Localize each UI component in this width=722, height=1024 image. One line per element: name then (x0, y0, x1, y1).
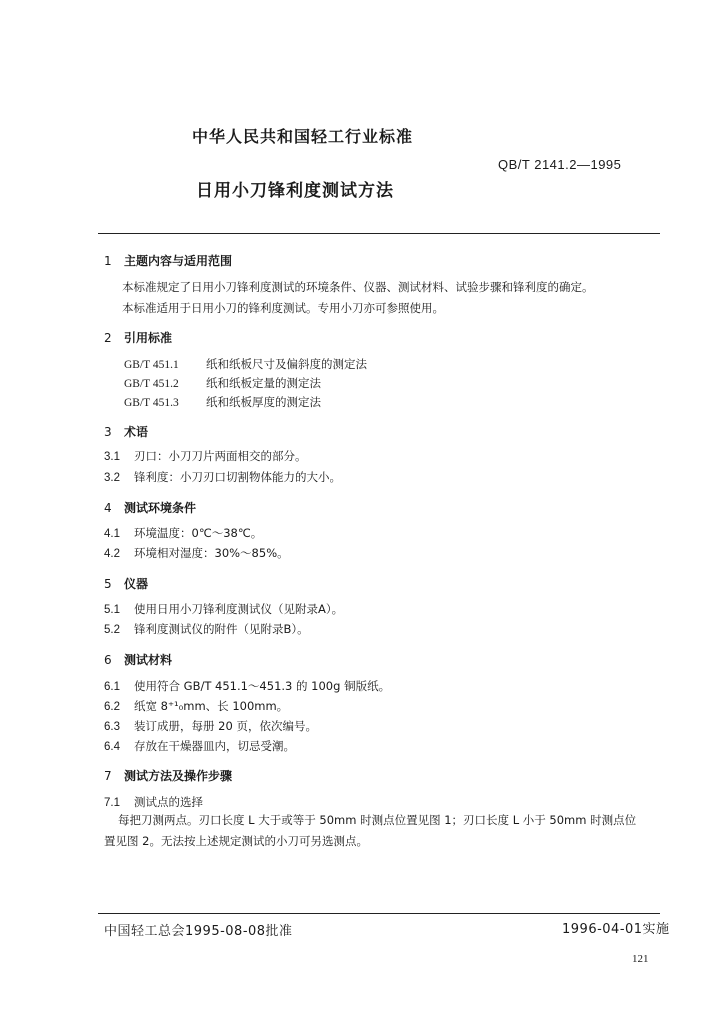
clause-5-1 (104, 601, 343, 617)
approval-date: 中国轻工总会1995-08-08批准 (104, 924, 293, 939)
clause-text: 环境相对湿度：30%～85%。 (134, 546, 289, 560)
section-7-heading (104, 767, 232, 784)
section-title: 测试材料 (124, 653, 173, 667)
clause-number: 6.1 (104, 681, 120, 693)
section-4-heading (104, 499, 196, 516)
clause-number: 3.2 (104, 472, 120, 484)
section-title: 测试方法及操作步骤 (124, 769, 233, 783)
section-title: 仪器 (124, 577, 149, 591)
reference-id: GB/T 451.2 (124, 378, 179, 390)
implementation-date: 1996-04-01实施 (562, 922, 670, 937)
clause-3-2 (104, 469, 341, 485)
header-divider (98, 233, 660, 234)
section-number: 6 (104, 653, 112, 667)
standard-code: QB/T 2141.2—1995 (498, 157, 622, 172)
clause-text: 刃口：小刀刀片两面相交的部分。 (134, 449, 307, 463)
section-title: 主题内容与适用范围 (124, 254, 233, 268)
clause-6-3 (104, 718, 317, 734)
footer-divider (98, 913, 660, 914)
section-1-paragraph-2: 本标准适用于日用小刀的锋利度测试。专用小刀亦可参照使用。 (122, 301, 444, 315)
reference-title: 纸和纸板尺寸及偏斜度的测定法 (206, 357, 367, 371)
section-number: 1 (104, 254, 112, 268)
section-title: 测试环境条件 (124, 501, 197, 515)
clause-number: 5.2 (104, 624, 120, 636)
reference-id: GB/T 451.1 (124, 359, 179, 371)
section-number: 2 (104, 331, 112, 345)
reference-item (124, 356, 367, 372)
section-5-heading (104, 575, 148, 592)
clause-text: 锋利度测试仪的附件（见附录B）。 (134, 622, 309, 636)
clause-text: 存放在干燥器皿内，切忌受潮。 (134, 739, 295, 753)
clause-title: 测试点的选择 (134, 795, 203, 809)
clause-number: 4.2 (104, 548, 120, 560)
clause-6-1 (104, 678, 390, 694)
reference-item (124, 394, 321, 410)
clause-4-2 (104, 545, 289, 561)
page-number: 121 (632, 953, 649, 965)
clause-6-4 (104, 738, 295, 754)
document-title: 日用小刀锋利度测试方法 (196, 181, 394, 201)
clause-6-2 (104, 698, 288, 714)
section-6-heading (104, 651, 172, 668)
section-1-heading (104, 252, 232, 269)
clause-text: 使用符合 GB/T 451.1～451.3 的 100g 铜版纸。 (134, 679, 391, 693)
section-1-paragraph-1: 本标准规定了日用小刀锋利度测试的环境条件、仪器、测试材料、试验步骤和锋利度的确定。 (122, 280, 594, 294)
clause-text: 装订成册，每册 20 页，依次编号。 (134, 719, 317, 733)
clause-text: 使用日用小刀锋利度测试仪（见附录A）。 (134, 602, 344, 616)
clause-7-1-text-line-1: 每把刀测两点。刃口长度 L 大于或等于 50mm 时测点位置见图 1；刃口长度 L 小于 50mm 时测点位 (118, 813, 637, 827)
clause-5-2 (104, 621, 309, 637)
section-number: 3 (104, 425, 112, 439)
reference-item (124, 375, 321, 391)
section-3-heading (104, 423, 148, 440)
section-title: 引用标准 (124, 331, 173, 345)
section-number: 7 (104, 769, 112, 783)
issuing-organization: 中华人民共和国轻工行业标准 (192, 127, 414, 146)
reference-id: GB/T 451.3 (124, 397, 179, 409)
section-2-heading (104, 329, 172, 346)
clause-number: 6.2 (104, 701, 120, 713)
clause-number: 6.3 (104, 721, 120, 733)
clause-number: 5.1 (104, 604, 120, 616)
section-number: 5 (104, 577, 112, 591)
clause-4-1 (104, 525, 262, 541)
clause-text: 锋利度：小刀刃口切割物体能力的大小。 (134, 470, 341, 484)
clause-7-1-text-line-2: 置见图 2。无法按上述规定测试的小刀可另选测点。 (104, 834, 368, 848)
clause-text: 纸宽 8⁺¹₀mm、长 100mm。 (134, 699, 289, 713)
clause-7-1-heading (104, 794, 203, 810)
reference-title: 纸和纸板厚度的测定法 (206, 395, 321, 409)
section-title: 术语 (124, 425, 149, 439)
section-number: 4 (104, 501, 112, 515)
clause-3-1 (104, 448, 307, 464)
clause-number: 6.4 (104, 741, 120, 753)
clause-text: 环境温度：0℃～38℃。 (134, 526, 263, 540)
clause-number: 4.1 (104, 528, 120, 540)
clause-number: 3.1 (104, 451, 120, 463)
reference-title: 纸和纸板定量的测定法 (206, 376, 321, 390)
clause-number: 7.1 (104, 797, 120, 809)
